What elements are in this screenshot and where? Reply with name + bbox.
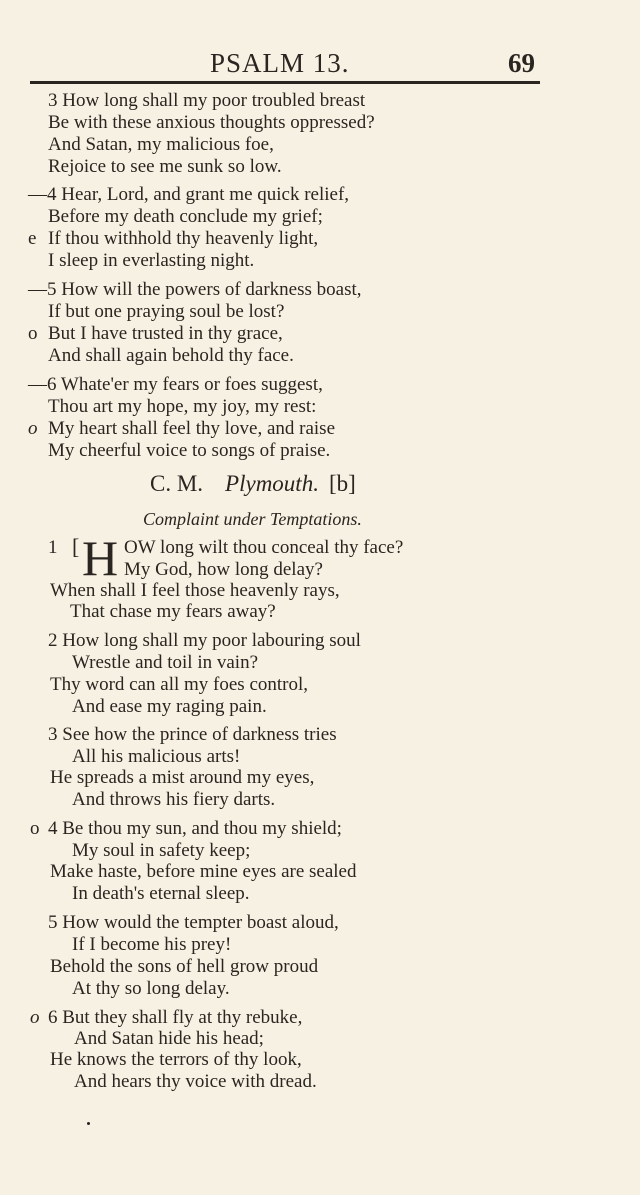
verse-line: 3 How long shall my poor troubled breast [48, 90, 366, 111]
verse-line: Be with these anxious thoughts oppressed? [48, 112, 375, 133]
verse-line: Thou art my hope, my joy, my rest: [48, 396, 317, 417]
verse-line: —5 How will the powers of darkness boast, [28, 279, 362, 300]
verse-line: He spreads a mist around my eyes, [50, 767, 315, 788]
header-rule [30, 81, 540, 84]
verse-line: 2 How long shall my poor labouring soul [48, 630, 361, 651]
verse-line: In death's eternal sleep. [72, 883, 250, 904]
dynamic-mark: o [30, 818, 40, 839]
verse-line: I sleep in everlasting night. [48, 250, 255, 271]
verse-line: 4 Be thou my sun, and thou my shield; [48, 818, 342, 839]
verse-line: My God, how long delay? [124, 559, 323, 580]
dynamic-mark: e [28, 228, 37, 249]
page-header [0, 44, 640, 80]
verse-line: But I have trusted in thy grace, [48, 323, 283, 344]
running-title: PSALM 13. [210, 48, 350, 78]
verse-line: —6 Whate'er my fears or foes suggest, [28, 374, 323, 395]
verse-line: Make haste, before mine eyes are sealed [50, 861, 357, 882]
dynamic-mark: o [30, 1007, 40, 1028]
verse-line: If but one praying soul be lost? [48, 301, 285, 322]
verse-line: Wrestle and toil in vain? [72, 652, 259, 673]
verse-line: 3 See how the prince of darkness tries [48, 724, 337, 745]
verse-line: At thy so long delay. [72, 978, 230, 999]
verse-line: And Satan hide his head; [74, 1028, 264, 1049]
verse-line: My cheerful voice to songs of praise. [48, 440, 331, 461]
verse-line: 6 But they shall fly at thy rebuke, [48, 1007, 303, 1028]
verse-line: And ease my raging pain. [72, 696, 267, 717]
verse-line: Rejoice to see me sunk so low. [48, 156, 282, 177]
stanza-number: 1 [48, 537, 58, 558]
verse-line: 5 How would the tempter boast aloud, [48, 912, 339, 933]
tune-key: [b] [328, 471, 356, 496]
tune-name: Plymouth. [225, 471, 319, 496]
verse-line: If I become his prey! [72, 934, 232, 955]
verse-line: And shall again behold thy face. [48, 345, 294, 366]
verse-line: All his malicious arts! [72, 746, 241, 767]
bracket: [ [72, 534, 80, 559]
verse-line: —4 Hear, Lord, and grant me quick relief, [28, 184, 350, 205]
verse-line: And hears thy voice with dread. [74, 1071, 317, 1092]
verse-line: That chase my fears away? [70, 601, 276, 622]
verse-line: If thou withhold thy heavenly light, [48, 228, 319, 249]
verse-line: My heart shall feel thy love, and raise [48, 418, 336, 439]
verse-line: My soul in safety keep; [72, 840, 251, 861]
verse-line: Thy word can all my foes control, [50, 674, 309, 695]
dynamic-mark: o [28, 418, 38, 439]
tune-meter: C. M. [150, 471, 204, 496]
tune-heading [150, 471, 356, 497]
hymn-subtitle: Complaint under Temptations. [143, 509, 362, 529]
verse-line: When shall I feel those heavenly rays, [50, 580, 340, 601]
page-number: 69 [508, 48, 535, 78]
verse-line: And Satan, my malicious foe, [48, 134, 274, 155]
verse-line: And throws his fiery darts. [72, 789, 276, 810]
drop-cap: H [82, 530, 119, 586]
verse-line: Before my death conclude my grief; [48, 206, 323, 227]
verse-line: He knows the terrors of thy look, [50, 1049, 302, 1070]
verse-line: Behold the sons of hell grow proud [50, 956, 319, 977]
ink-speck [87, 1122, 90, 1125]
dynamic-mark: o [28, 323, 38, 344]
verse-line: OW long wilt thou conceal thy face? [124, 537, 404, 558]
